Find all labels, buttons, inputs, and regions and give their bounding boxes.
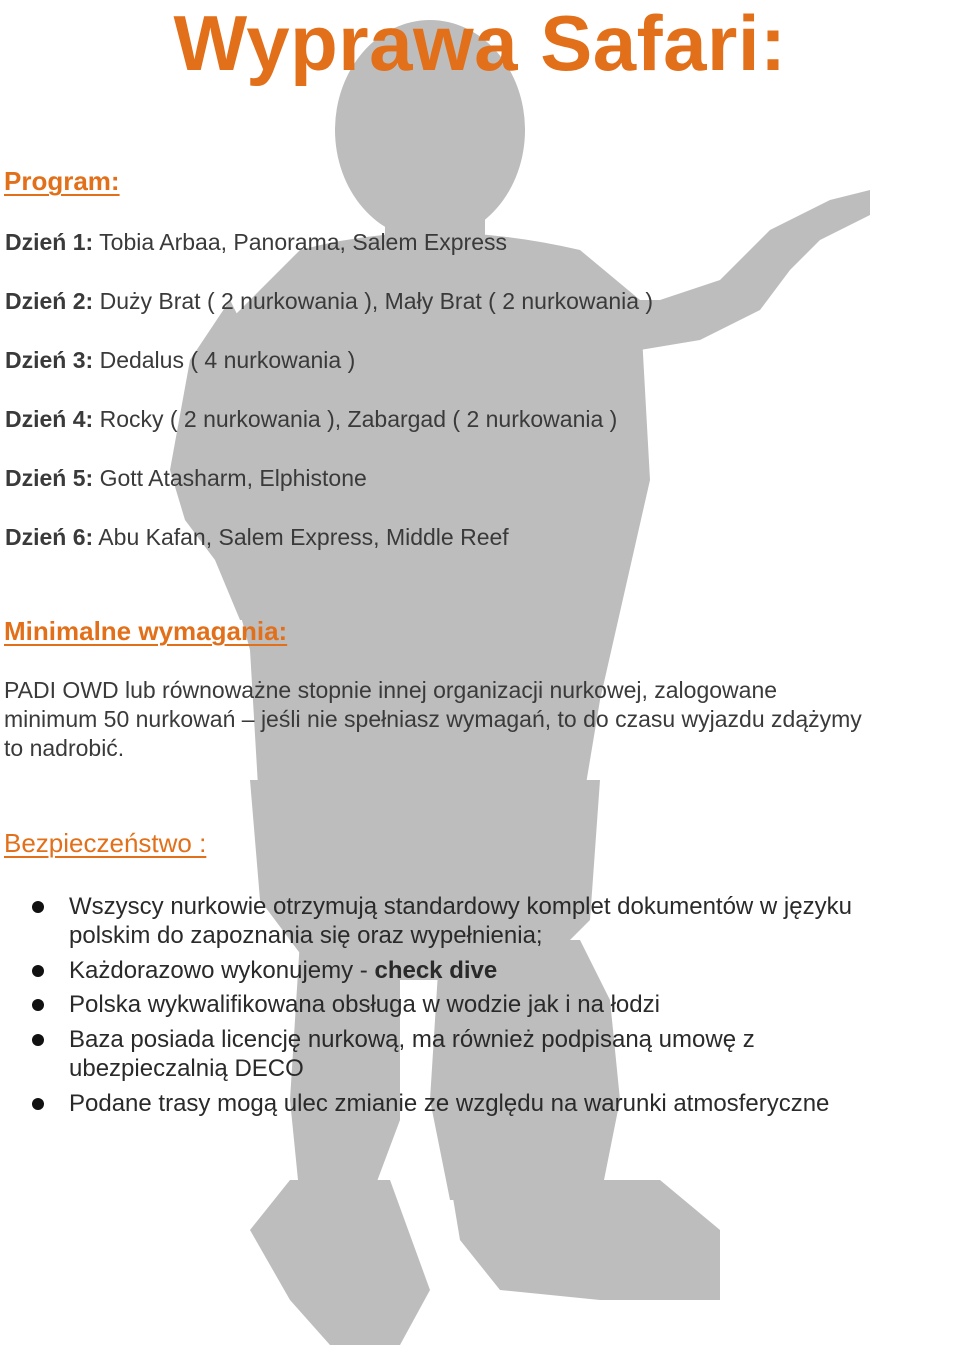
day-text: Gott Atasharm, Elphistone: [93, 465, 367, 491]
requirements-heading: Minimalne wymagania:: [4, 616, 288, 646]
day-label: Dzień 3:: [5, 347, 94, 373]
program-heading: Program:: [4, 166, 120, 196]
requirements-line: to nadrobić.: [4, 735, 125, 761]
program-day: [5, 229, 507, 256]
requirements-line: PADI OWD lub równoważne stopnie innej organizacji nurkowej, zalogowane: [4, 677, 778, 703]
list-item: Baza posiada licencję nurkową, ma również podpisaną umowę z ubezpieczalnią DECO: [69, 1025, 755, 1083]
list-item: Wszyscy nurkowie otrzymują standardowy komplet dokumentów w języku polskim do zapoznania się oraz wypełnienia;: [69, 892, 852, 950]
list-item: Każdorazowo wykonujemy - check dive: [69, 956, 497, 985]
requirements-line: minimum 50 nurkowań – jeśli nie spełniasz wymagań, to do czasu wyjazdu zdążymy: [4, 706, 862, 732]
program-day: [5, 347, 355, 374]
program-day: [5, 406, 617, 433]
bullet-icon: [32, 901, 44, 913]
program-day: [5, 524, 509, 551]
day-label: Dzień 4:: [5, 406, 94, 432]
list-item: Podane trasy mogą ulec zmianie ze względu na warunki atmosferyczne: [69, 1089, 829, 1118]
requirements-text: [4, 676, 956, 763]
day-text: Abu Kafan, Salem Express, Middle Reef: [93, 524, 509, 550]
day-label: Dzień 1:: [5, 229, 94, 255]
bullet-icon: [32, 1098, 44, 1110]
bullet-icon: [32, 999, 44, 1011]
list-item: Polska wykwalifikowana obsługa w wodzie jak i na łodzi: [69, 990, 660, 1019]
bullet-icon: [32, 965, 44, 977]
program-day: [5, 288, 653, 315]
day-text: Dedalus ( 4 nurkowania ): [93, 347, 356, 373]
bullet-icon: [32, 1034, 44, 1046]
day-label: Dzień 2:: [5, 288, 94, 314]
program-day: [5, 465, 367, 492]
page-title: Wyprawa Safari:: [173, 0, 787, 87]
day-text: Tobia Arbaa, Panorama, Salem Express: [93, 229, 507, 255]
day-label: Dzień 6:: [5, 524, 94, 550]
day-text: Rocky ( 2 nurkowania ), Zabargad ( 2 nurkowania ): [93, 406, 618, 432]
check-dive-emphasis: check dive: [374, 957, 498, 984]
day-text: Duży Brat ( 2 nurkowania ), Mały Brat ( 2 nurkowania ): [93, 288, 654, 314]
safety-heading: Bezpieczeństwo :: [4, 828, 207, 858]
day-label: Dzień 5:: [5, 465, 94, 491]
